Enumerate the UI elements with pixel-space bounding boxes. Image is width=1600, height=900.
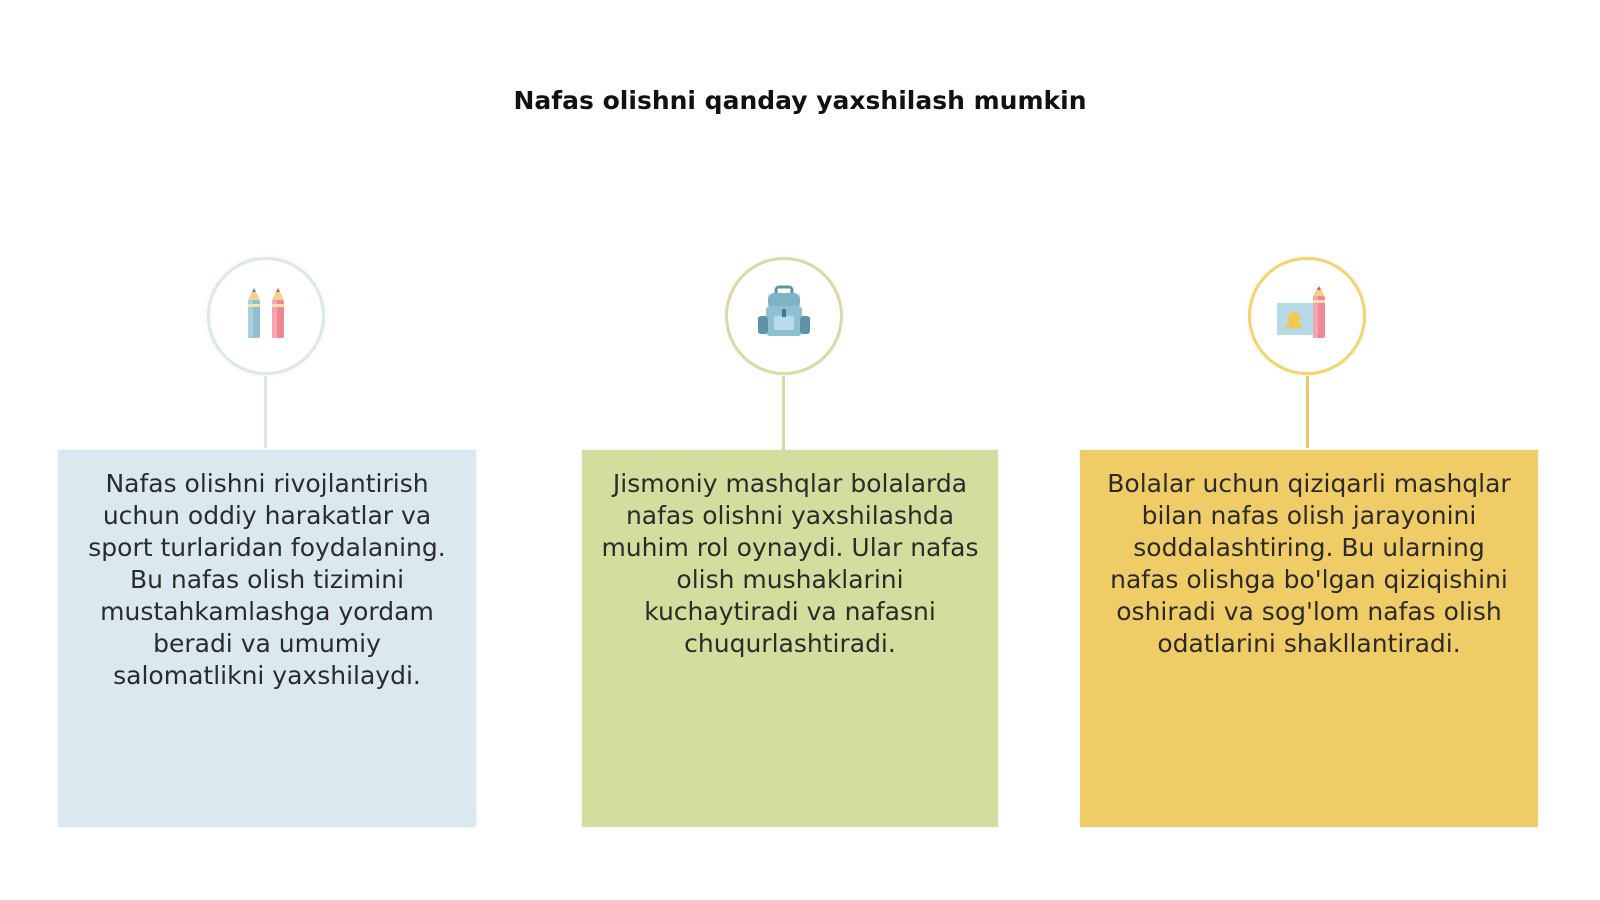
slide-title: Nafas olishni qanday yaxshilash mumkin — [513, 86, 1087, 115]
step-3-icon-circle — [1248, 257, 1366, 375]
step-2-icon-circle — [725, 257, 843, 375]
colored-pencils-icon — [210, 260, 322, 372]
step-2-connector — [782, 376, 785, 450]
step-3-connector — [1306, 376, 1309, 448]
step-3-text: Bolalar uchun qiziqarli mashqlar bilan nafas olish jarayonini soddalashtiring. Bu ularning nafas olishga bo'lgan qiziqishini oshiradi va sog'lom nafas olish odatlarini shakllantiradi. — [1107, 469, 1511, 658]
step-2-card — [582, 450, 998, 827]
step-2-text: Jismoniy mashqlar bolalarda nafas olishni yaxshilashda muhim rol oynaydi. Ular nafas olish mushaklarini kuchaytiradi va nafasni chuqurlashtiradi. — [601, 469, 979, 658]
step-3-card — [1080, 450, 1538, 827]
drawing-board-icon — [1251, 260, 1363, 372]
step-1-text: Nafas olishni rivojlantirish uchun oddiy harakatlar va sport turlaridan foydalaning. Bu nafas olish tizimini mustahkamlashga yordam beradi va umumiy salomatlikni yaxshilaydi. — [88, 469, 446, 690]
step-1-icon-circle — [207, 257, 325, 375]
step-1-connector — [264, 376, 267, 448]
backpack-icon — [728, 260, 840, 372]
step-1-card — [58, 450, 476, 827]
